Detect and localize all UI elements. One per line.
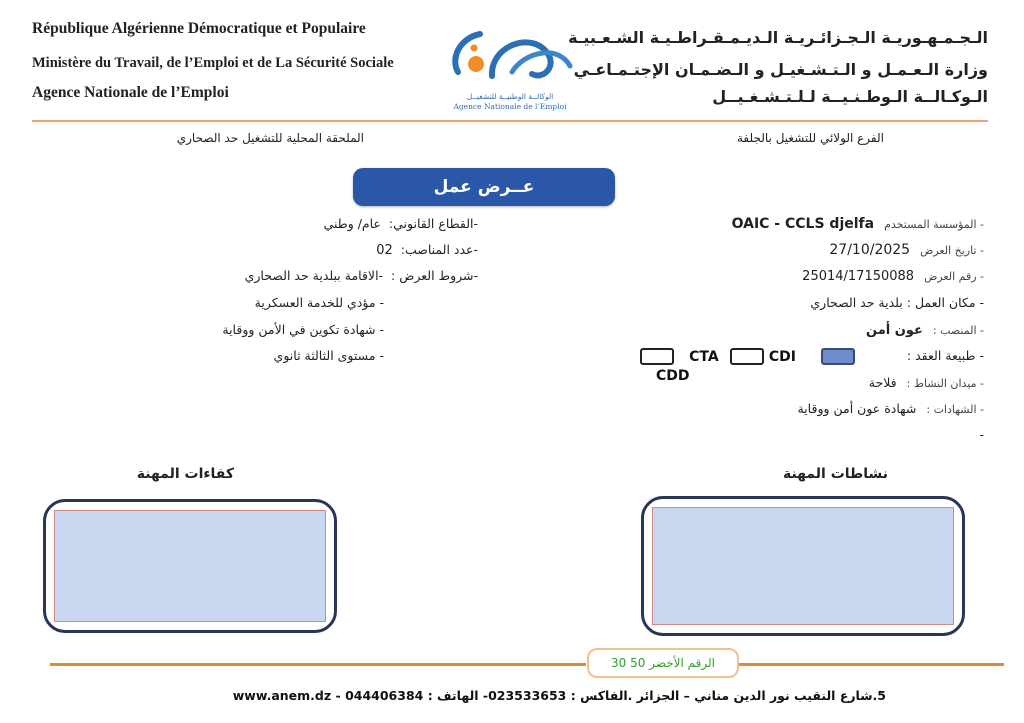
offer-number-row xyxy=(802,268,984,284)
sector-label: -القطاع القانوني: xyxy=(388,216,478,231)
sector-row xyxy=(324,216,478,231)
branch-left: الملحقة المحلية للتشغيل حد الصحاري xyxy=(176,131,364,145)
certificates-value: شهادة عون أمن ووقاية xyxy=(797,401,917,416)
condition-military: - مؤدي للخدمة العسكرية xyxy=(254,295,384,310)
skills-title: كفاءات المهنة xyxy=(136,466,234,482)
contract-label: - طبيعة العقد : xyxy=(906,348,984,363)
cdd-checkbox[interactable] xyxy=(821,348,855,365)
activity-row xyxy=(869,375,984,390)
employer-row xyxy=(732,216,984,232)
logo-fr-text: Agence Nationale de l’Emploi xyxy=(453,102,567,111)
positions-value: 02 xyxy=(376,243,393,258)
workplace: - مكان العمل : بلدية حد الصحاري xyxy=(810,295,984,310)
cdi-checkbox[interactable] xyxy=(730,348,764,365)
condition-level: - مستوى الثالثة ثانوي xyxy=(273,348,384,363)
offer-number-label: - رقم العرض xyxy=(924,270,984,283)
conditions-label: -شروط العرض : xyxy=(391,268,478,283)
certificates-row xyxy=(797,401,984,416)
header-separator xyxy=(32,120,988,122)
conditions-row xyxy=(245,268,478,283)
positions-row xyxy=(376,242,478,258)
activity-value: فلاحة xyxy=(868,375,897,390)
cta-checkbox[interactable] xyxy=(640,348,674,365)
header-fr-line2: Ministère du Travail, de l’Emploi et de La Sécurité Sociale xyxy=(32,55,394,71)
header-fr-line3: Agence Nationale de l’Emploi xyxy=(32,84,229,101)
green-number-badge: الرقم الأخضر 50 30 xyxy=(587,648,739,678)
employer-value: OAIC - CCLS djelfa xyxy=(731,216,875,232)
cdd-label: CDD xyxy=(656,368,690,384)
date-value: 27/10/2025 xyxy=(829,242,911,258)
skills-box-content xyxy=(54,510,326,622)
footer-address: 5.شارع النقيب نور الدين مناني – الجزائر .الفاكس : 023533653- الهاتف : 044406384 - www.anem.dz xyxy=(232,688,886,703)
activity-label: - ميدان النشاط : xyxy=(906,377,984,390)
certificates-label: - الشهادات : xyxy=(926,403,984,416)
condition-training: - شهادة تكوين في الأمن ووقاية xyxy=(222,322,384,337)
skills-box xyxy=(43,499,337,633)
offer-title: عــرض عمل xyxy=(353,168,615,206)
position-row xyxy=(866,322,984,338)
offer-number-value: 25014/17150088 xyxy=(802,269,915,284)
cdi-label: CDI xyxy=(768,349,796,365)
date-row xyxy=(829,242,984,258)
cta-label: CTA xyxy=(689,349,719,365)
branch-right: الفرع الولائي للتشغيل بالجلفة xyxy=(737,131,884,145)
header-ar-line3: الـوكـالــة الـوطـنـيــة لـلـتـشـغـيــل xyxy=(712,87,988,106)
activities-box xyxy=(641,496,965,636)
employer-label: - المؤسسة المستخدم xyxy=(884,218,984,231)
empty-dash: - xyxy=(979,427,984,442)
activities-title: نشاطات المهنة xyxy=(782,466,888,482)
footer-line-left xyxy=(50,663,586,666)
activities-box-content xyxy=(652,507,954,625)
anem-logo xyxy=(440,20,580,112)
sector-value: عام/ وطني xyxy=(323,216,381,231)
positions-label: -عدد المناصب: xyxy=(400,242,478,257)
conditions-value: -الاقامة ببلدية حد الصحاري xyxy=(244,268,384,283)
position-label: - المنصب : xyxy=(932,324,984,337)
position-value: عون أمن xyxy=(866,323,923,338)
header-fr-line1: République Algérienne Démocratique et Populaire xyxy=(32,20,366,37)
anem-logo-icon xyxy=(440,20,580,100)
footer-line-right xyxy=(738,663,1004,666)
logo-ar-text: الوكالــة الوطنيــة للتشغيــل xyxy=(466,92,554,101)
header-ar-line2: وزارة الـعـمـل و الـتـشـغيـل و الـضـمـان الإجتـمـاعـي xyxy=(573,60,988,79)
date-label: - تاريخ العرض xyxy=(920,244,984,257)
header-ar-line1: الـجـمـهـوريـة الـجـزائـريـة الـديـمـقـراطـيـة الشـعـبيـة xyxy=(568,28,988,47)
